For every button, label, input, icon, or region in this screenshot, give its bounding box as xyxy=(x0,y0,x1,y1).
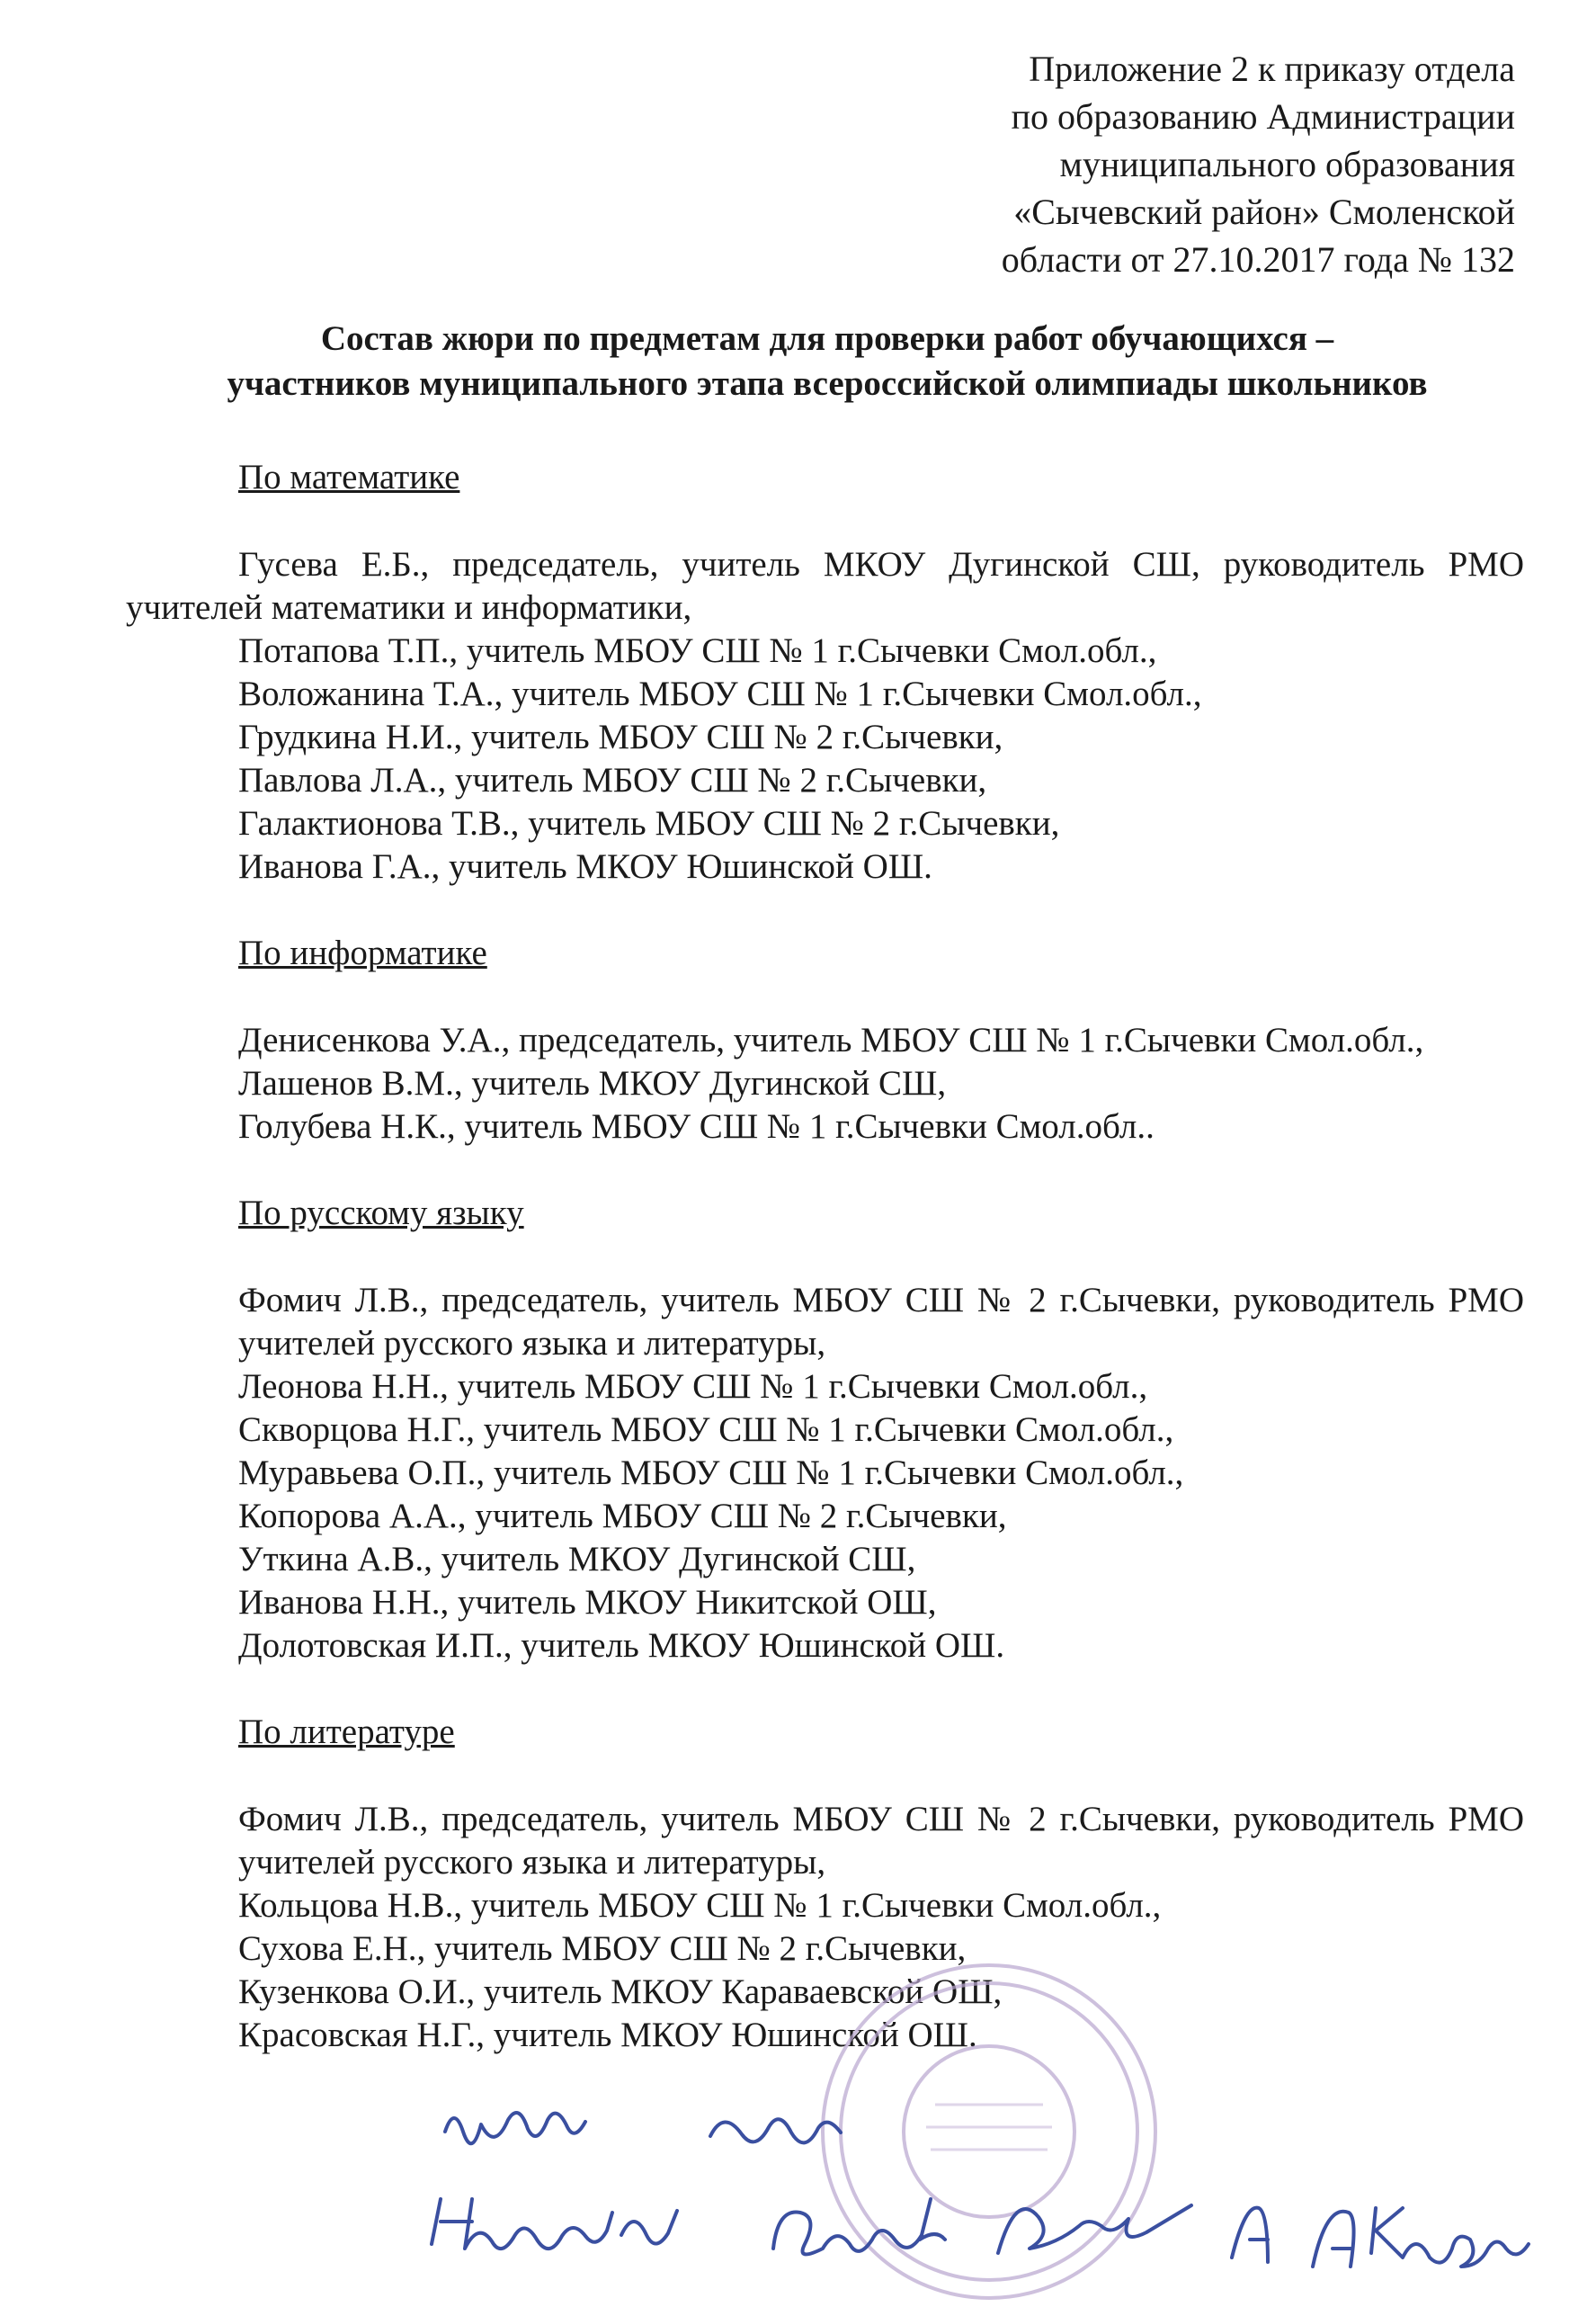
jury-member: Фомич Л.В., председатель, учитель МБОУ СШ № 2 г.Сычевки, руководитель РМО учителей русского языка и литературы, xyxy=(238,1281,1524,1363)
jury-member: Грудкина Н.И., учитель МБОУ СШ № 2 г.Сычевки, xyxy=(238,718,1003,756)
jury-member: Павлова Л.А., учитель МБОУ СШ № 2 г.Сычевки, xyxy=(238,761,987,800)
jury-member: Сухова Е.Н., учитель МБОУ СШ № 2 г.Сычевки, xyxy=(238,1929,967,1968)
jury-member: Фомич Л.В., председатель, учитель МБОУ СШ № 2 г.Сычевки, руководитель РМО учителей русского языка и литературы, xyxy=(238,1800,1524,1882)
jury-member: Скворцова Н.Г., учитель МБОУ СШ № 1 г.Сычевки Смол.обл., xyxy=(238,1410,1174,1449)
jury-member: Потапова Т.П., учитель МБОУ СШ № 1 г.Сычевки Смол.обл., xyxy=(238,631,1157,670)
section-mathematics xyxy=(126,454,1524,889)
jury-member: Голубева Н.К., учитель МБОУ СШ № 1 г.Сычевки Смол.обл.. xyxy=(238,1107,1155,1146)
handwritten-certification xyxy=(423,2096,1592,2303)
jury-member: Муравьева О.П., учитель МБОУ СШ № 1 г.Сычевки Смол.обл., xyxy=(238,1453,1184,1492)
document-title xyxy=(135,317,1520,407)
jury-member: Иванова Г.А., учитель МКОУ Юшинской ОШ. xyxy=(238,847,932,886)
jury-member: Денисенкова У.А., председатель, учитель МБОУ СШ № 1 г.Сычевки Смол.обл., xyxy=(238,1021,1424,1060)
title-line: Состав жюри по предметам для проверки работ обучающихся – xyxy=(320,319,1334,358)
header-line: по образованию Администрации xyxy=(1011,96,1515,137)
jury-member: Кольцова Н.В., учитель МБОУ СШ № 1 г.Сычевки Смол.обл., xyxy=(238,1886,1162,1925)
jury-member: Долотовская И.П., учитель МКОУ Юшинской ОШ. xyxy=(238,1626,1005,1665)
handwriting-copy-true xyxy=(445,2113,841,2143)
section-heading: По русскому языку xyxy=(238,1194,524,1232)
jury-member: Лашенов В.М., учитель МКОУ Дугинской СШ, xyxy=(238,1064,947,1103)
order-appendix-header xyxy=(886,45,1515,283)
jury-member: Уткина А.В., учитель МКОУ Дугинской СШ, xyxy=(238,1540,916,1578)
section-russian-language xyxy=(126,1190,1524,1668)
handwriting-signatory-name xyxy=(1232,2208,1529,2267)
section-heading: По математике xyxy=(238,458,460,496)
header-line: области от 27.10.2017 года № 132 xyxy=(1001,239,1515,280)
handwriting-head-of-department xyxy=(432,2199,945,2254)
jury-member: Иванова Н.Н., учитель МКОУ Никитской ОШ, xyxy=(238,1583,937,1622)
jury-member: Кузенкова О.И., учитель МКОУ Караваевской ОШ, xyxy=(238,1972,1003,2011)
header-line: муниципального образования xyxy=(1059,144,1515,184)
jury-list xyxy=(126,454,1524,2098)
header-line: Приложение 2 к приказу отдела xyxy=(1029,49,1515,89)
title-line: участников муниципального этапа всероссийской олимпиады школьников xyxy=(227,364,1428,403)
jury-member: Воложанина Т.А., учитель МБОУ СШ № 1 г.Сычевки Смол.обл., xyxy=(238,675,1202,713)
signature xyxy=(998,2205,1191,2253)
jury-member: Копорова А.А., учитель МБОУ СШ № 2 г.Сычевки, xyxy=(238,1497,1007,1535)
section-heading: По информатике xyxy=(238,934,487,972)
section-informatics xyxy=(126,930,1524,1149)
section-heading: По литературе xyxy=(238,1712,455,1751)
jury-member: Гусева Е.Б., председатель, учитель МКОУ Дугинской СШ, руководитель РМО учителей математики и информатики, xyxy=(126,545,1524,627)
header-line: «Сычевский район» Смоленской xyxy=(1013,192,1515,232)
jury-member: Красовская Н.Г., учитель МКОУ Юшинской ОШ. xyxy=(238,2016,977,2054)
jury-member: Леонова Н.Н., учитель МБОУ СШ № 1 г.Сычевки Смол.обл., xyxy=(238,1367,1148,1406)
jury-member: Галактионова Т.В., учитель МБОУ СШ № 2 г.Сычевки, xyxy=(238,804,1060,843)
